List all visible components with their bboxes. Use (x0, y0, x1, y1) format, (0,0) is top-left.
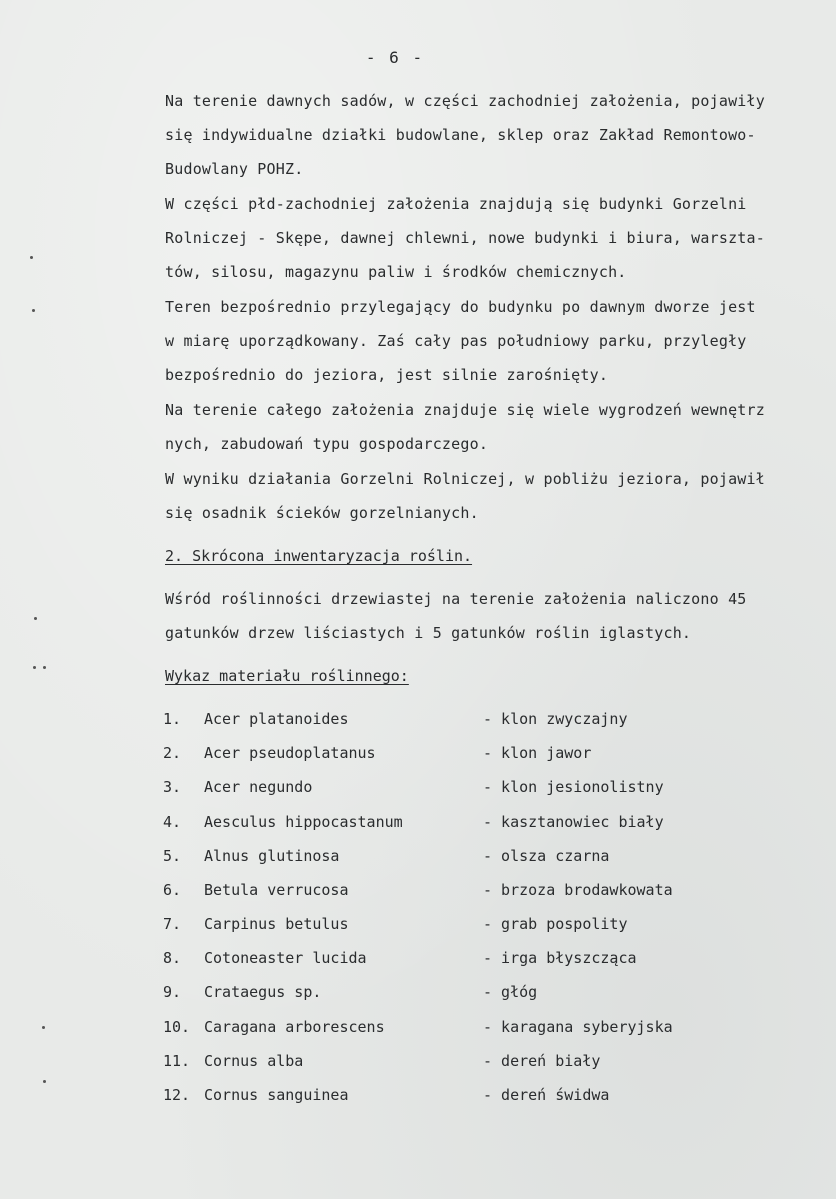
plant-latin-name: Carpinus betulus (204, 915, 349, 933)
plant-row (163, 914, 823, 934)
plant-number: 1. (163, 710, 182, 728)
plant-number: 9. (163, 983, 182, 1001)
plant-row (163, 1017, 823, 1037)
plant-polish-name: - irga błyszcząca (483, 949, 637, 967)
plant-latin-name: Crataegus sp. (204, 983, 322, 1001)
paragraph-line: Rolniczej - Skępe, dawnej chlewni, nowe budynki i biura, warszta- (165, 229, 765, 247)
section-heading: 2. Skrócona inwentaryzacja roślin. (165, 547, 473, 565)
plant-row (163, 880, 823, 900)
intro-line: gatunków drzew liściastych i 5 gatunków roślin iglastych. (165, 624, 692, 642)
intro-line: Wśród roślinności drzewiastej na terenie założenia naliczono 45 (165, 590, 747, 608)
paragraph-line: Na terenie całego założenia znajduje się wiele wygrodzeń wewnętrz (165, 401, 765, 419)
plant-latin-name: Acer pseudoplatanus (204, 744, 376, 762)
plant-polish-name: - dereń biały (483, 1052, 601, 1070)
plant-number: 12. (163, 1086, 191, 1104)
plant-number: 4. (163, 813, 182, 831)
plant-latin-name: Cornus sanguinea (204, 1086, 349, 1104)
plant-number: 3. (163, 778, 182, 796)
plant-number: 11. (163, 1052, 191, 1070)
plant-latin-name: Alnus glutinosa (204, 847, 340, 865)
plant-row (163, 777, 823, 797)
plant-polish-name: - grab pospolity (483, 915, 628, 933)
plant-polish-name: - klon jawor (483, 744, 592, 762)
plant-latin-name: Cornus alba (204, 1052, 304, 1070)
plant-number: 6. (163, 881, 182, 899)
plant-polish-name: - klon jesionolistny (483, 778, 664, 796)
paragraph-line: tów, silosu, magazynu paliw i środków chemicznych. (165, 263, 627, 281)
plant-number: 5. (163, 847, 182, 865)
plant-row (163, 846, 823, 866)
list-heading: Wykaz materiału roślinnego: (165, 667, 409, 685)
plant-latin-name: Acer platanoides (204, 710, 349, 728)
plant-row (163, 709, 823, 729)
plant-row (163, 743, 823, 763)
plant-number: 8. (163, 949, 182, 967)
plant-polish-name: - klon zwyczajny (483, 710, 628, 728)
paragraph-line: bezpośrednio do jeziora, jest silnie zarośnięty. (165, 366, 609, 384)
plant-latin-name: Acer negundo (204, 778, 313, 796)
scan-speck (43, 1080, 46, 1083)
paragraph-line: się osadnik ścieków gorzelnianych. (165, 504, 479, 522)
plant-row (163, 1085, 823, 1105)
plant-polish-name: - brzoza brodawkowata (483, 881, 673, 899)
scan-speck (32, 309, 35, 312)
paragraph-line: Teren bezpośrednio przylegający do budynku po dawnym dworze jest (165, 298, 756, 316)
plant-number: 10. (163, 1018, 191, 1036)
plant-row (163, 812, 823, 832)
scan-speck (33, 666, 36, 669)
plant-latin-name: Cotoneaster lucida (204, 949, 367, 967)
plant-polish-name: - kasztanowiec biały (483, 813, 664, 831)
paragraph-line: w miarę uporządkowany. Zaś cały pas południowy parku, przyległy (165, 332, 747, 350)
paragraph-line: W wyniku działania Gorzelni Rolniczej, w pobliżu jeziora, pojawił (165, 470, 765, 488)
scan-speck (30, 256, 33, 259)
plant-number: 7. (163, 915, 182, 933)
plant-polish-name: - dereń świdwa (483, 1086, 610, 1104)
paragraph-line: W części płd-zachodniej założenia znajdują się budynki Gorzelni (165, 195, 747, 213)
plant-row (163, 982, 823, 1002)
plant-polish-name: - głóg (483, 983, 538, 1001)
plant-latin-name: Aesculus hippocastanum (204, 813, 403, 831)
plant-number: 2. (163, 744, 182, 762)
plant-latin-name: Caragana arborescens (204, 1018, 385, 1036)
page-number: - 6 - (365, 48, 425, 67)
scan-speck (34, 617, 37, 620)
plant-polish-name: - karagana syberyjska (483, 1018, 673, 1036)
paragraph-line: Na terenie dawnych sadów, w części zachodniej założenia, pojawiły (165, 92, 765, 110)
plant-polish-name: - olsza czarna (483, 847, 610, 865)
paragraph-line: nych, zabudowań typu gospodarczego. (165, 435, 489, 453)
plant-row (163, 948, 823, 968)
paragraph-line: Budowlany POHZ. (165, 160, 304, 178)
paragraph-line: się indywidualne działki budowlane, sklep oraz Zakład Remontowo- (165, 126, 756, 144)
scan-speck (43, 666, 46, 669)
plant-latin-name: Betula verrucosa (204, 881, 349, 899)
plant-row (163, 1051, 823, 1071)
scan-speck (42, 1026, 45, 1029)
